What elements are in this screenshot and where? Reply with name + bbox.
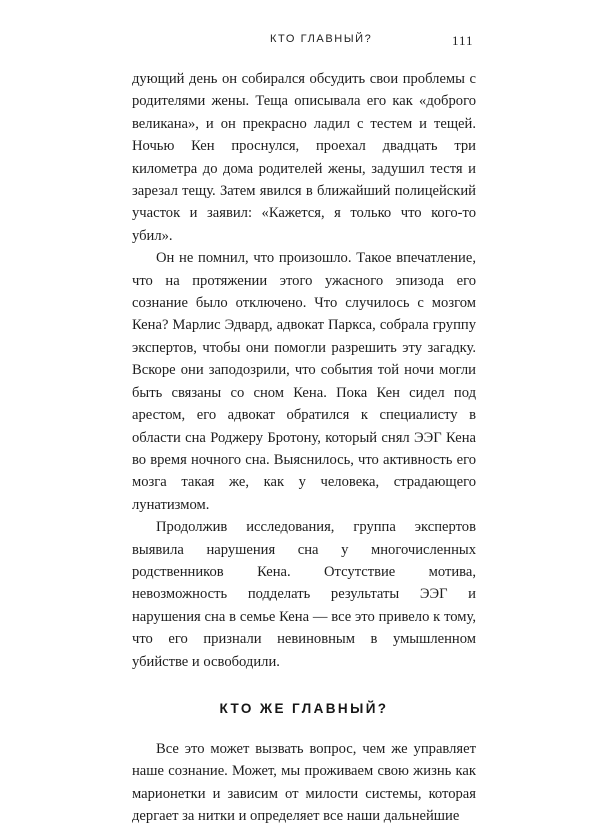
running-title: КТО ГЛАВНЫЙ? [270,33,373,45]
text-block [132,68,476,828]
paragraph: Продолжив исследования, группа экспертов выявила нарушения сна у многочисленных родственников Кена. Отсутствие мотива, невозможность подделать результаты ЭЭГ и нарушения сна в семье Кена — все это привело к тому, что его признали невиновным в умышленном убийстве и освободили. [132,519,476,670]
section-heading: КТО ЖЕ ГЛАВНЫЙ? [219,700,389,716]
paragraph-continuation: дующий день он собирался обсудить свои проблемы с родителями жены. Теща описывала его как «доброго великана», и он прекрасно ладил с тестем и тещей. Ночью Кен проснулся, проехал двадцать три километра до дома родителей жены, задушил тестя и зарезал тещу. Затем явился в ближайший полицейский участок и заявил: «Кажется, я только что кого-то убил». [132,71,476,244]
paragraph: Он не помнил, что произошло. Такое впечатление, что на протяжении этого ужасного эпизода его сознание было отключено. Что случилось с мозгом Кена? Марлис Эдвард, адвокат Паркса, собрала группу экспертов, чтобы они помогли разрешить эту загадку. Вскоре они заподозрили, что события той ночи могли быть связаны со сном Кена. Пока Кен сидел под арестом, его адвокат обратился к специалисту в области сна Роджеру Бротону, который снял ЭЭГ Кена во время ночного сна. Выяснилось, что активность его мозга такая же, как у человека, страдающего лунатизмом. [132,250,476,513]
running-head [0,33,600,53]
paragraph: Все это может вызвать вопрос, чем же управляет наше сознание. Может, мы проживаем свою жизнь как марионетки и зависим от милости системы, которая дергает за нитки и определяет все наши дальнейшие [132,740,476,825]
page-number: 111 [452,33,474,48]
